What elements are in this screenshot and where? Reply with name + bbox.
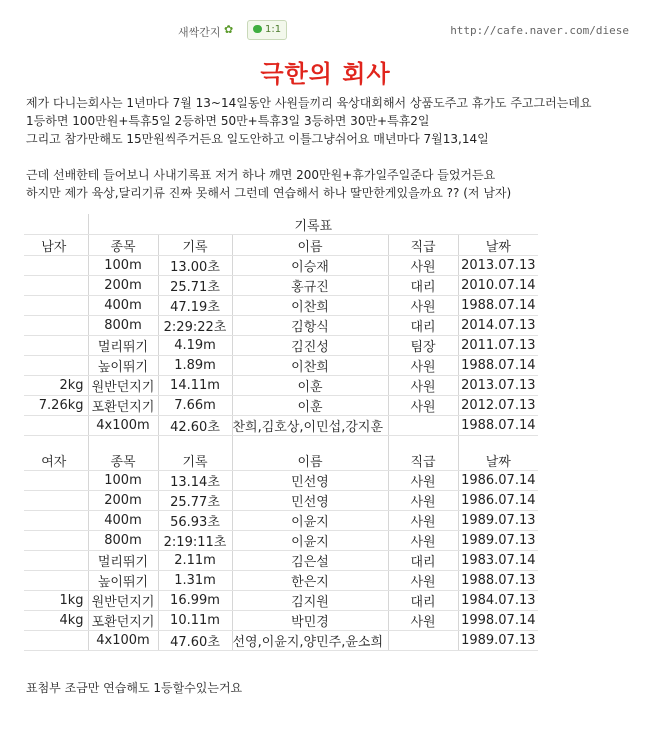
cell-record: 25.77초 <box>158 491 232 511</box>
section-gap <box>24 436 538 451</box>
col-name: 이름 <box>232 450 388 471</box>
cell-rank: 대리 <box>388 316 458 336</box>
cell-rank: 사원 <box>388 396 458 416</box>
cell-name: 선영,이윤지,양민주,윤소희 <box>232 631 388 651</box>
cell-event: 400m <box>88 296 158 316</box>
col-record: 기록 <box>158 235 232 256</box>
cell-name: 이훈 <box>232 396 388 416</box>
cell-rank: 사원 <box>388 571 458 591</box>
cell-date: 1986.07.14 <box>458 471 538 491</box>
cell-name: 한은지 <box>232 571 388 591</box>
post-footer-text: 표첨부 조금만 연습해도 1등할수있는거요 <box>26 681 243 695</box>
cell-rank: 사원 <box>388 611 458 631</box>
chat-label: 1:1 <box>265 24 282 35</box>
cell-rank: 대리 <box>388 551 458 571</box>
table-row <box>24 416 538 436</box>
cafe-url[interactable]: http://cafe.naver.com/diese <box>450 24 629 37</box>
col-date: 날짜 <box>458 235 538 256</box>
cell-record: 47.19초 <box>158 296 232 316</box>
cell-weight <box>24 416 88 436</box>
cell-weight <box>24 531 88 551</box>
men-label: 남자 <box>24 235 88 256</box>
col-event: 종목 <box>88 235 158 256</box>
table-row <box>24 591 538 611</box>
cell-weight <box>24 256 88 276</box>
cell-event: 원반던지기 <box>88 591 158 611</box>
cell-name: 찬희,김호상,이민섭,강지훈 <box>232 416 388 436</box>
cell-date: 1988.07.14 <box>458 296 538 316</box>
cell-weight <box>24 491 88 511</box>
cell-rank: 사원 <box>388 491 458 511</box>
cell-name: 홍규진 <box>232 276 388 296</box>
cell-date: 1988.07.13 <box>458 571 538 591</box>
cell-date: 1986.07.14 <box>458 491 538 511</box>
col-record: 기록 <box>158 450 232 471</box>
cell-rank: 사원 <box>388 471 458 491</box>
cell-event: 포환던지기 <box>88 396 158 416</box>
table-row <box>24 376 538 396</box>
cell-name: 박민경 <box>232 611 388 631</box>
cell-date: 2013.07.13 <box>458 376 538 396</box>
cell-weight <box>24 511 88 531</box>
cell-event: 높이뛰기 <box>88 571 158 591</box>
table-row <box>24 296 538 316</box>
cell-rank: 팀장 <box>388 336 458 356</box>
col-name: 이름 <box>232 235 388 256</box>
cell-event: 200m <box>88 491 158 511</box>
post-title: 극한의 회사 <box>260 60 391 88</box>
cell-event: 4x100m <box>88 631 158 651</box>
body-line-3: 그리고 참가만해도 15만원씩주거든요 일도안하고 이틀그냥쉬어요 매년마다 7월13,14일 <box>26 132 489 146</box>
cell-rank: 사원 <box>388 531 458 551</box>
cell-name: 이찬희 <box>232 296 388 316</box>
cell-rank: 사원 <box>388 511 458 531</box>
cell-weight <box>24 471 88 491</box>
cell-name: 민선영 <box>232 491 388 511</box>
cell-weight: 7.26kg <box>24 396 88 416</box>
cell-name: 이승재 <box>232 256 388 276</box>
cell-date: 1988.07.14 <box>458 356 538 376</box>
cell-event: 멀리뛰기 <box>88 336 158 356</box>
cell-weight: 4kg <box>24 611 88 631</box>
table-row <box>24 336 538 356</box>
cell-event: 4x100m <box>88 416 158 436</box>
table-row <box>24 356 538 376</box>
cell-record: 13.14초 <box>158 471 232 491</box>
col-event: 종목 <box>88 450 158 471</box>
women-header-row <box>24 450 538 471</box>
cell-date: 1984.07.13 <box>458 591 538 611</box>
cell-event: 400m <box>88 511 158 531</box>
cell-event: 포환던지기 <box>88 611 158 631</box>
cell-name: 이찬희 <box>232 356 388 376</box>
cell-name: 김지원 <box>232 591 388 611</box>
cell-date: 1989.07.13 <box>458 531 538 551</box>
cell-record: 2.11m <box>158 551 232 571</box>
cell-date: 1998.07.14 <box>458 611 538 631</box>
cell-rank <box>388 416 458 436</box>
cell-record: 1.31m <box>158 571 232 591</box>
cell-name: 민선영 <box>232 471 388 491</box>
cell-event: 100m <box>88 256 158 276</box>
table-row <box>24 276 538 296</box>
table-title: 기록표 <box>88 214 538 235</box>
men-header-row <box>24 235 538 256</box>
cell-weight <box>24 336 88 356</box>
table-title-row <box>24 214 538 235</box>
women-label: 여자 <box>24 450 88 471</box>
cell-record: 25.71초 <box>158 276 232 296</box>
cell-date: 2012.07.13 <box>458 396 538 416</box>
cell-weight: 2kg <box>24 376 88 396</box>
cell-rank <box>388 631 458 651</box>
body-line-2: 1등하면 100만원+특휴5일 2등하면 50만+특휴3일 3등하면 30만+특휴2일 <box>26 114 430 128</box>
cell-record: 10.11m <box>158 611 232 631</box>
body-line-1: 제가 다니는회사는 1년마다 7월 13~14일동안 사원들끼리 육상대회해서 상품도주고 휴가도 주고그러는데요 <box>26 96 592 110</box>
cell-record: 42.60초 <box>158 416 232 436</box>
cell-record: 2:19:11초 <box>158 531 232 551</box>
sprout-icon: ✿ <box>224 23 234 36</box>
cell-date: 2014.07.13 <box>458 316 538 336</box>
cell-weight <box>24 276 88 296</box>
cell-weight <box>24 356 88 376</box>
cell-rank: 사원 <box>388 256 458 276</box>
cell-name: 김은설 <box>232 551 388 571</box>
post-header-bar <box>0 18 651 44</box>
cell-record: 14.11m <box>158 376 232 396</box>
cell-rank: 사원 <box>388 296 458 316</box>
cell-rank: 사원 <box>388 376 458 396</box>
cell-name: 이윤지 <box>232 531 388 551</box>
table-row <box>24 491 538 511</box>
cell-date: 2011.07.13 <box>458 336 538 356</box>
cell-date: 1983.07.14 <box>458 551 538 571</box>
cell-weight <box>24 571 88 591</box>
body-line-4: 근데 선배한테 들어보니 사내기록표 저거 하나 깨면 200만원+휴가일주일준다 들었거든요 <box>26 168 496 182</box>
table-row <box>24 396 538 416</box>
cell-rank: 대리 <box>388 591 458 611</box>
cell-name: 이윤지 <box>232 511 388 531</box>
col-rank: 직급 <box>388 235 458 256</box>
author-nickname[interactable]: 새싹간지 <box>178 26 221 39</box>
cell-event: 100m <box>88 471 158 491</box>
table-row <box>24 316 538 336</box>
table-row <box>24 511 538 531</box>
cell-rank: 사원 <box>388 356 458 376</box>
cell-name: 이훈 <box>232 376 388 396</box>
cell-event: 800m <box>88 531 158 551</box>
table-row <box>24 631 538 651</box>
cell-record: 47.60초 <box>158 631 232 651</box>
cell-weight: 1kg <box>24 591 88 611</box>
table-row <box>24 531 538 551</box>
cell-record: 4.19m <box>158 336 232 356</box>
cell-weight <box>24 551 88 571</box>
chat-bubble-icon <box>253 25 262 33</box>
cell-weight <box>24 316 88 336</box>
cell-record: 56.93초 <box>158 511 232 531</box>
col-date: 날짜 <box>458 450 538 471</box>
cell-event: 200m <box>88 276 158 296</box>
table-row <box>24 571 538 591</box>
cell-record: 13.00초 <box>158 256 232 276</box>
cell-name: 김항식 <box>232 316 388 336</box>
cell-date: 1989.07.13 <box>458 631 538 651</box>
body-line-5: 하지만 제가 육상,달리기류 진짜 못해서 그런데 연습해서 하나 딸만한게있을까요 ?? (저 남자) <box>26 186 512 200</box>
cell-date: 2013.07.13 <box>458 256 538 276</box>
cell-date: 1988.07.14 <box>458 416 538 436</box>
table-row <box>24 551 538 571</box>
cell-event: 높이뛰기 <box>88 356 158 376</box>
cell-event: 멀리뛰기 <box>88 551 158 571</box>
cell-date: 2010.07.14 <box>458 276 538 296</box>
cell-record: 7.66m <box>158 396 232 416</box>
cell-rank: 대리 <box>388 276 458 296</box>
table-row <box>24 256 538 276</box>
cell-weight <box>24 296 88 316</box>
cell-name: 김진성 <box>232 336 388 356</box>
col-rank: 직급 <box>388 450 458 471</box>
table-row <box>24 611 538 631</box>
cell-weight <box>24 631 88 651</box>
cell-date: 1989.07.13 <box>458 511 538 531</box>
cell-event: 원반던지기 <box>88 376 158 396</box>
table-row <box>24 471 538 491</box>
cell-record: 16.99m <box>158 591 232 611</box>
cell-record: 1.89m <box>158 356 232 376</box>
cell-event: 800m <box>88 316 158 336</box>
chat-button[interactable] <box>247 20 287 40</box>
record-table <box>24 214 538 651</box>
cell-record: 2:29:22초 <box>158 316 232 336</box>
